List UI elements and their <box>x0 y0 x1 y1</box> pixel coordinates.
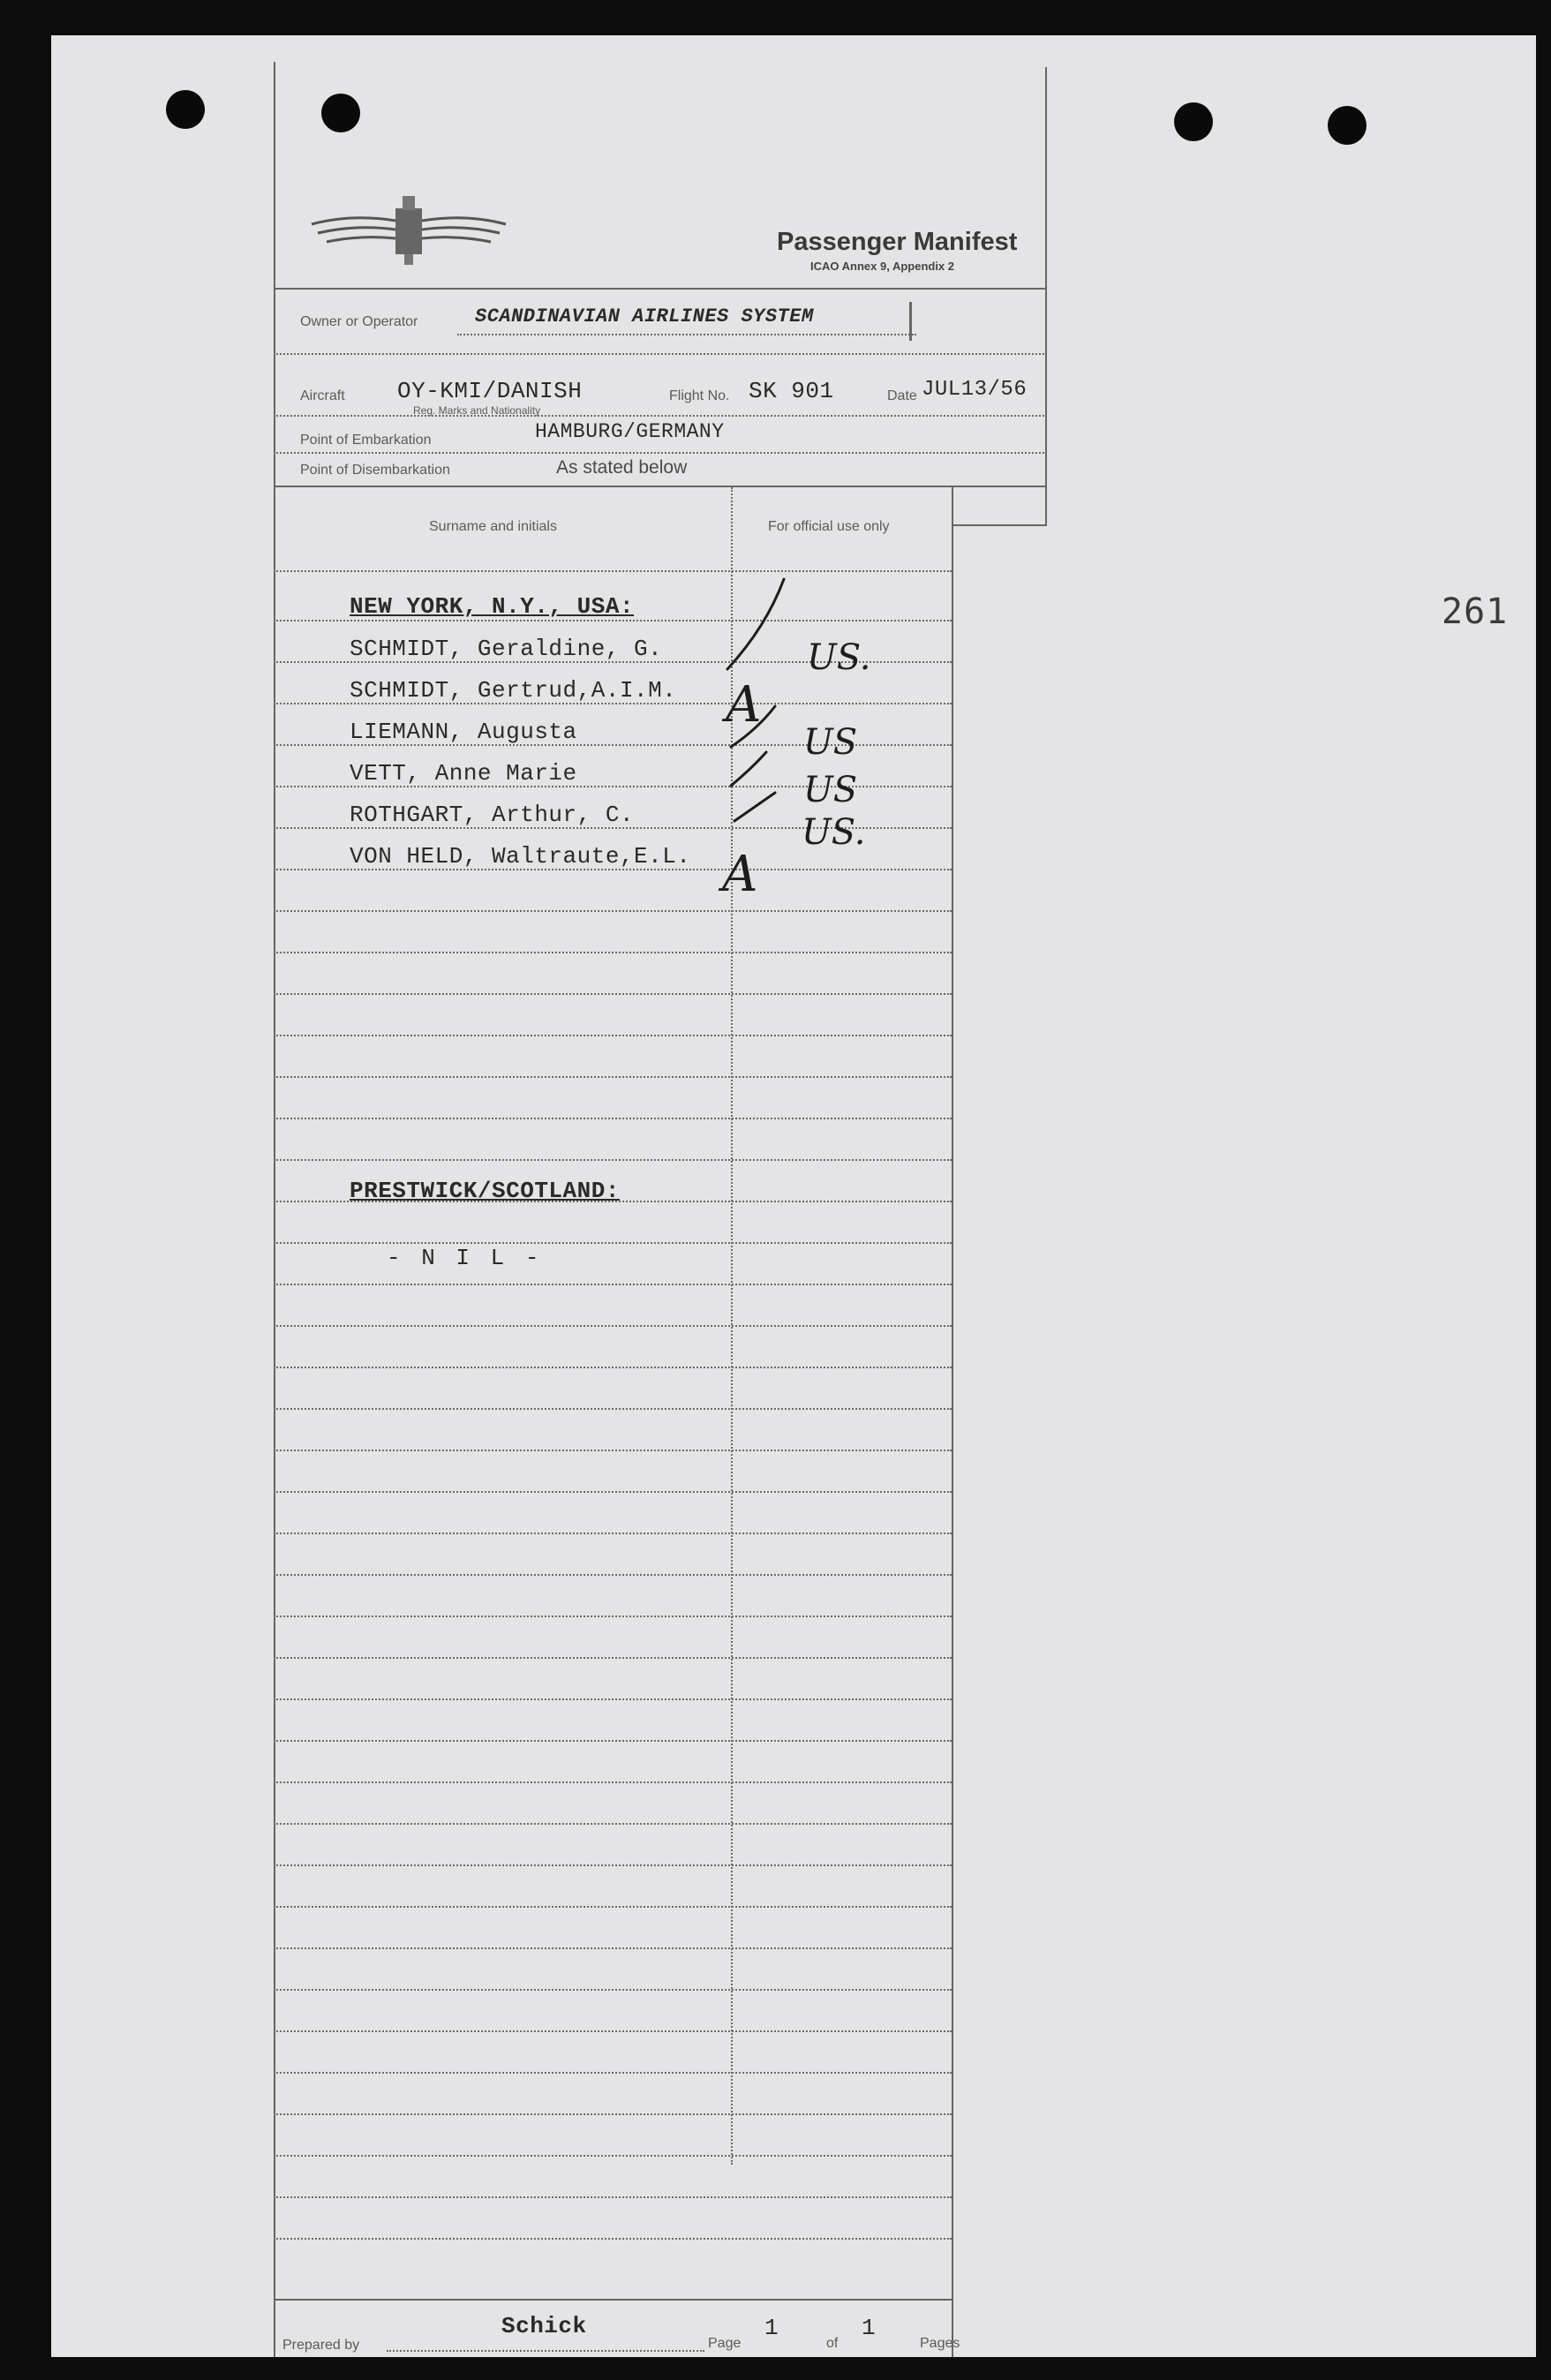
form-left-edge <box>274 62 275 2357</box>
flight-label: Flight No. <box>669 388 730 403</box>
embark-label: Point of Embarkation <box>300 433 432 448</box>
stamp-number: 261 <box>1442 591 1509 632</box>
ruled-line <box>274 1781 952 1783</box>
ruled-line <box>274 1284 952 1285</box>
embark-line <box>274 452 1047 454</box>
punch-hole <box>1328 106 1367 145</box>
official-mark: US. <box>802 812 866 853</box>
ruled-line <box>274 1159 952 1161</box>
official-mark: US. <box>807 637 871 678</box>
ruled-line <box>274 1035 952 1036</box>
ruled-line <box>274 993 952 995</box>
prepared-by-label: Prepared by <box>282 2338 360 2353</box>
form-title: Passenger Manifest <box>777 228 1018 256</box>
aircraft-sublabel: Reg. Marks and Nationality <box>413 404 541 417</box>
ruled-line <box>274 1076 952 1078</box>
owner-line <box>457 334 916 335</box>
ruled-line <box>274 2113 952 2115</box>
ruled-line <box>274 2238 952 2240</box>
flight-value: SK 901 <box>749 378 834 404</box>
date-label: Date <box>887 388 917 403</box>
ruled-line <box>274 1864 952 1866</box>
column-header-official: For official use only <box>768 519 890 534</box>
official-mark: A <box>722 846 758 903</box>
ruled-line <box>274 952 952 953</box>
ruled-line <box>274 2030 952 2032</box>
ruled-line <box>274 1367 952 1368</box>
header-rule <box>274 288 1047 290</box>
disembark-value: As stated below <box>556 457 688 478</box>
of-label: of <box>826 2336 839 2351</box>
header-right-edge <box>1045 67 1047 526</box>
header-row-divider <box>274 353 1047 355</box>
date-value: JUL13/56 <box>922 378 1028 402</box>
ruled-line <box>274 1657 952 1659</box>
embark-value: HAMBURG/GERMANY <box>535 420 725 443</box>
of-value: 1 <box>862 2315 877 2341</box>
ruled-line <box>274 1408 952 1410</box>
ruled-line <box>274 2155 952 2157</box>
aircraft-label: Aircraft <box>300 388 345 403</box>
ruled-line <box>274 1491 952 1493</box>
ruled-line <box>274 1533 952 1534</box>
passenger-name: SCHMIDT, Geraldine, G. <box>350 636 663 662</box>
punch-hole <box>321 94 360 132</box>
ruled-line <box>274 1118 952 1119</box>
airline-wings-logo <box>307 189 510 268</box>
pages-label: Pages <box>920 2336 960 2351</box>
ruled-line <box>274 1740 952 1742</box>
ruled-line <box>274 1698 952 1700</box>
passenger-name: ROTHGART, Arthur, C. <box>350 802 635 828</box>
form-subtitle: ICAO Annex 9, Appendix 2 <box>810 260 955 273</box>
page-value: 1 <box>764 2315 779 2341</box>
passenger-name: LIEMANN, Augusta <box>350 719 577 745</box>
owner-tick <box>909 302 912 341</box>
destination-note: - N I L - <box>387 1245 543 1271</box>
disembark-label: Point of Disembarkation <box>300 463 450 478</box>
ruled-line <box>274 1616 952 1617</box>
ruled-line <box>274 910 952 912</box>
aircraft-line <box>274 415 1047 417</box>
ruled-line <box>274 2196 952 2198</box>
ruled-line <box>274 2072 952 2074</box>
ruled-line <box>274 1574 952 1576</box>
header-bottom-edge <box>952 524 1047 526</box>
ruled-line <box>274 1906 952 1908</box>
column-header-names: Surname and initials <box>429 519 557 534</box>
page-label: Page <box>708 2336 742 2351</box>
official-mark: US <box>803 770 858 810</box>
punch-hole <box>166 90 205 129</box>
ruled-line <box>274 1325 952 1327</box>
official-mark: A <box>726 676 762 734</box>
footer-rule <box>274 2299 952 2301</box>
ruled-line <box>274 1947 952 1949</box>
owner-label: Owner or Operator <box>300 314 418 329</box>
ruled-line <box>274 1242 952 1244</box>
manifest-sheet <box>51 35 1536 2357</box>
passenger-name: VETT, Anne Marie <box>350 760 577 787</box>
destination-heading-prestwick: PRESTWICK/SCOTLAND: <box>350 1178 620 1204</box>
prepared-line <box>387 2350 704 2352</box>
owner-value: SCANDINAVIAN AIRLINES SYSTEM <box>475 305 814 328</box>
prepared-by-value: Schick <box>501 2313 587 2339</box>
table-right-edge <box>952 487 953 2357</box>
ruled-line <box>274 1823 952 1825</box>
passenger-name: VON HELD, Waltraute,E.L. <box>350 843 691 870</box>
destination-heading-new-york: NEW YORK, N.Y., USA: <box>350 593 635 620</box>
ruled-line <box>274 1989 952 1991</box>
ruled-line <box>274 1450 952 1451</box>
aircraft-value: OY-KMI/DANISH <box>397 378 583 404</box>
punch-hole <box>1174 102 1213 141</box>
passenger-name: SCHMIDT, Gertrud,A.I.M. <box>350 677 677 704</box>
official-mark: US <box>803 722 858 763</box>
header-table-rule <box>274 486 1047 487</box>
